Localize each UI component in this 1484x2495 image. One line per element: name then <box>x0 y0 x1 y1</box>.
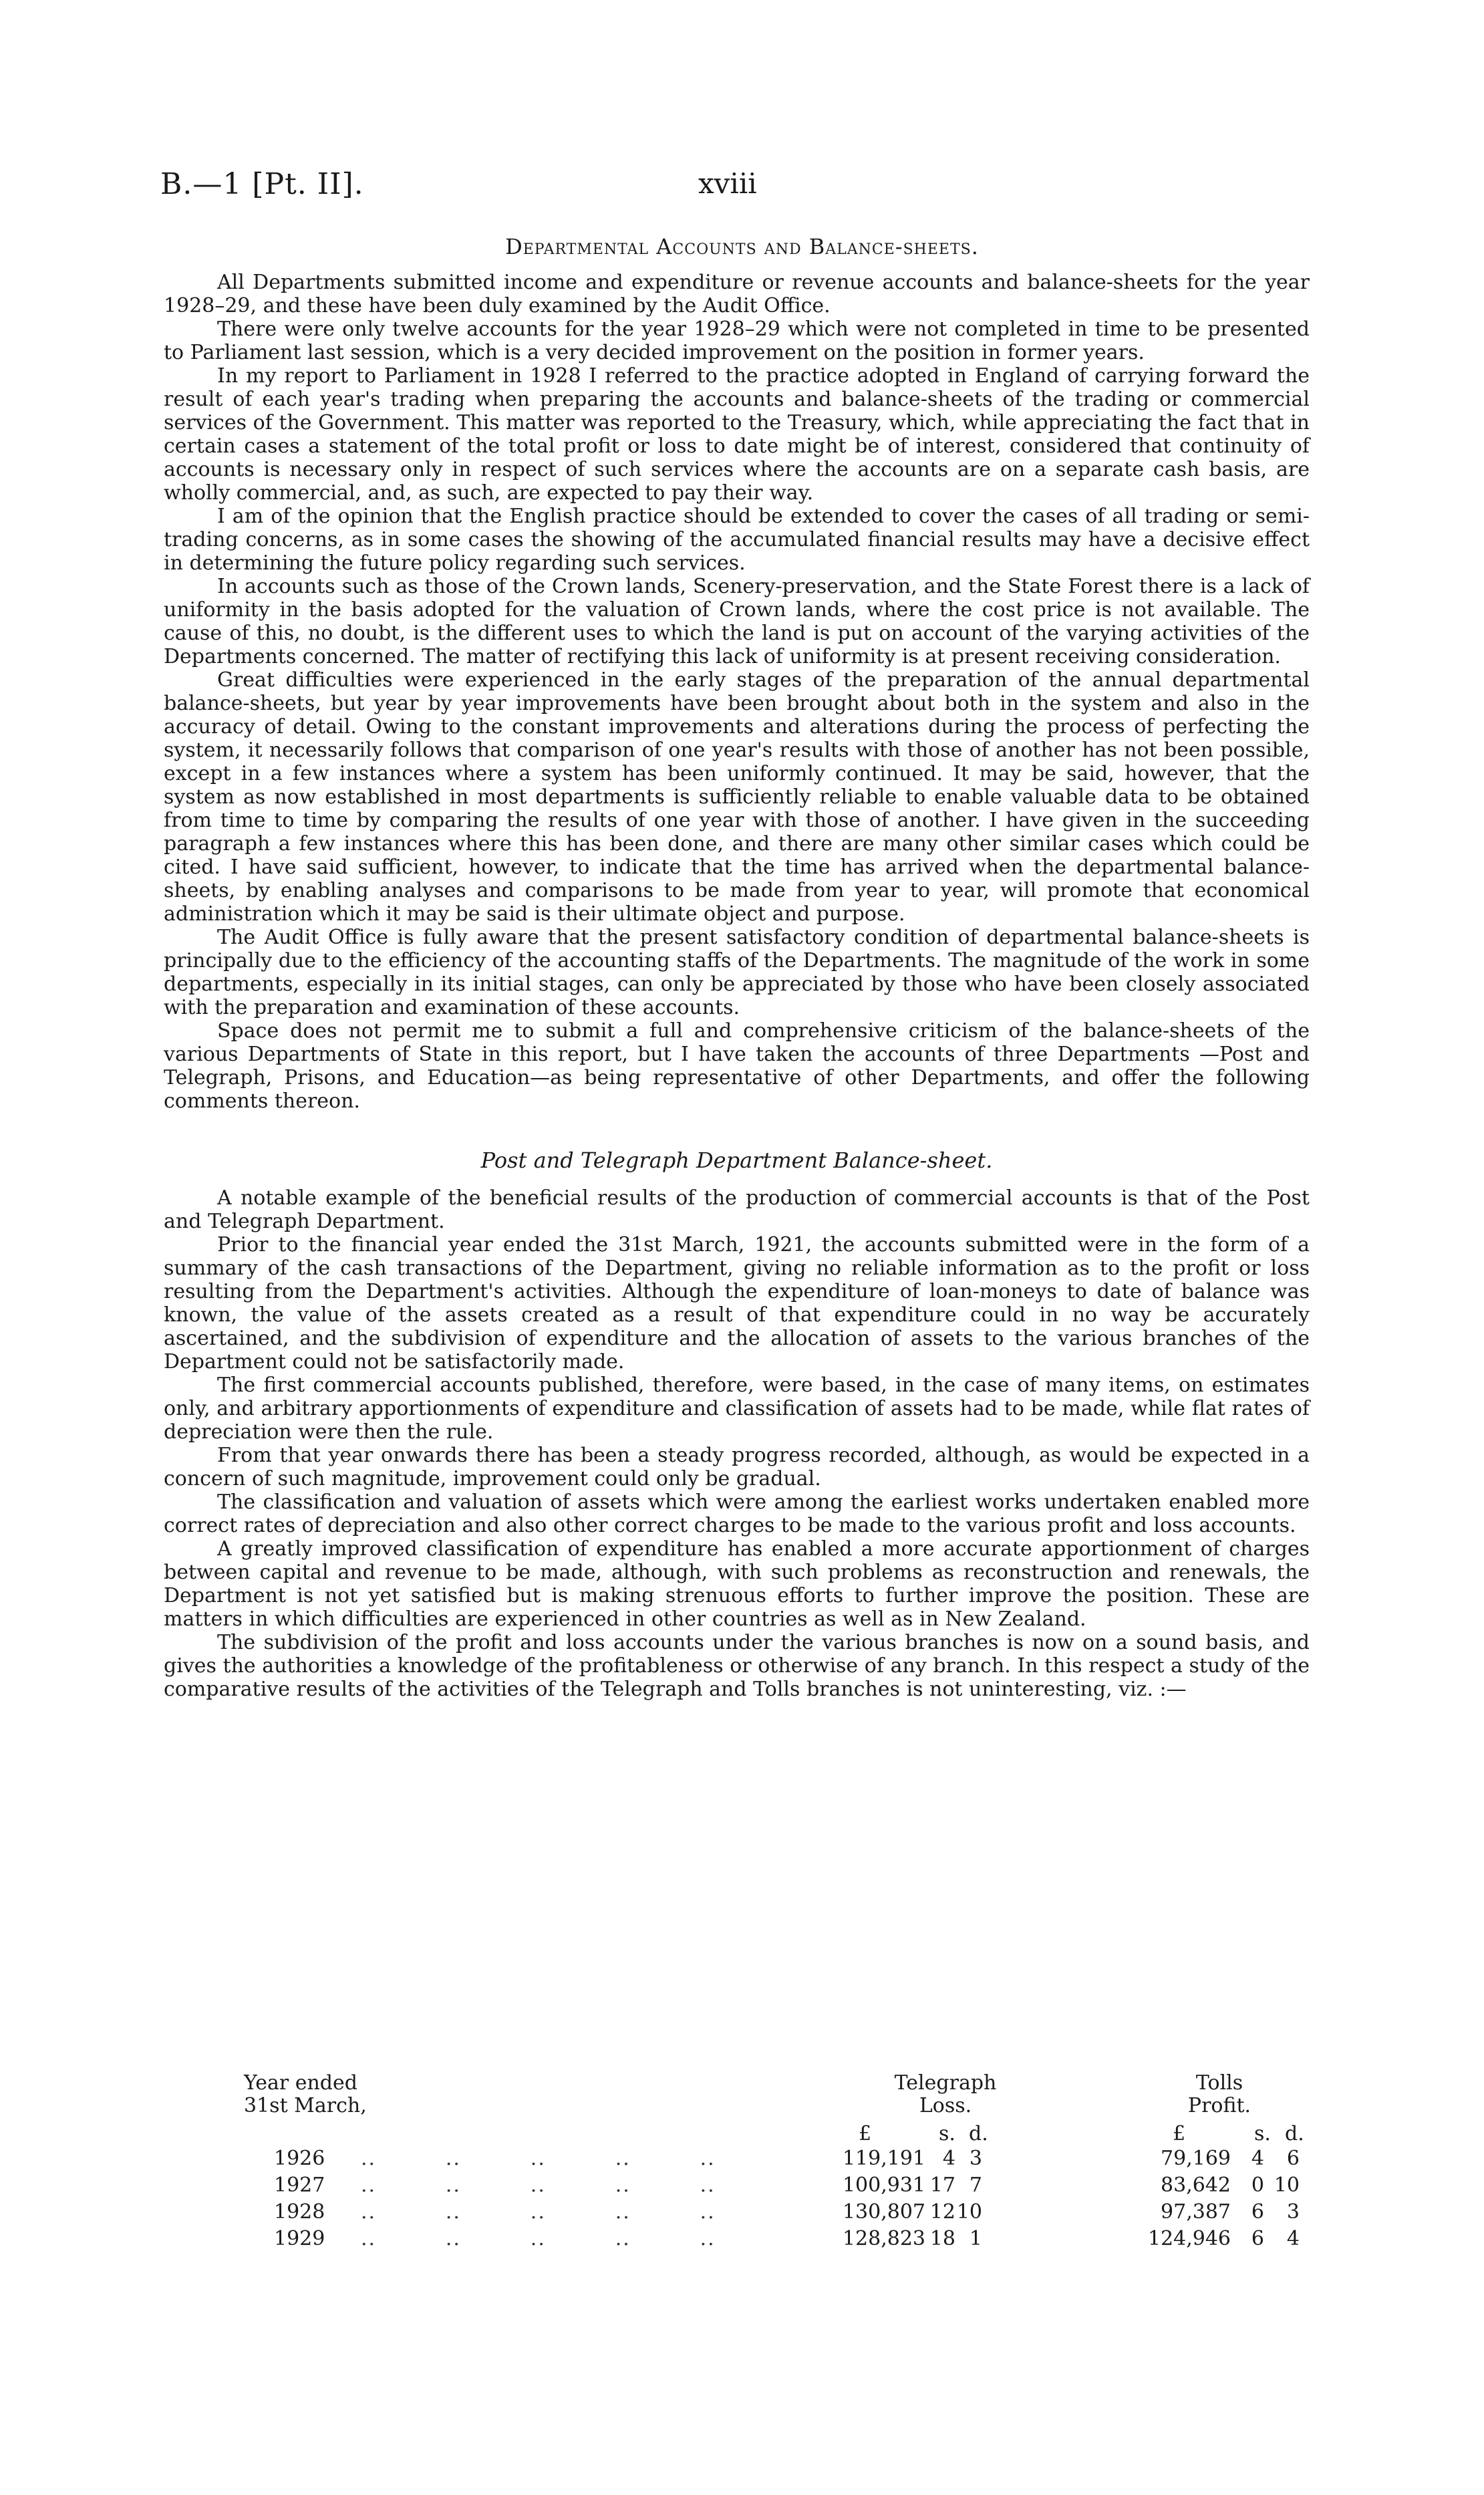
paragraph: Great difficulties were experienced in the early stages of the preparation of the annual departmental balance-sheets, but year by year improvements have been brought about both in the system and also in the accuracy of detail. Owing to the constant improvements and alterations during the process of perfecting the system, it necessarily follows that comparison of one year's results with those of another has not been possible, except in a few instances where a system has been uniformly continued. It may be said, however, that the system as now established in most departments is sufficiently reliable to enable valuable data to be obtained from time to time by comparing the results of one year with those of another. I have given in the succeeding paragraph a few instances where this has been done, and there are many other similar cases which could be cited. I have said sufficient, however, to indicate that the time has arrived when the departmental balance-sheets, by enabling analyses and comparisons to be made from year to year, will promote that economical administration which it may be said is their ultimate object and purpose. <box>164 668 1310 926</box>
telegraph-column-header <box>845 2072 1046 2117</box>
paragraph: All Departments submitted income and expenditure or revenue accounts and balance-sheets for the year 1928–29, and these have been duly examined by the Audit Office. <box>164 271 1310 317</box>
paragraph: I am of the opinion that the English practice should be extended to cover the cases of all trading or semi-trading concerns, as in some cases the showing of the accumulated financial results may have a decisive effect in determining the future policy regarding such services. <box>164 505 1310 575</box>
document-reference: B.—1 [Pt. II]. <box>160 167 364 201</box>
paragraph: Prior to the financial year ended the 31st March, 1921, the accounts submitted were in the form of a summary of the cash transactions of the Department, giving no reliable information as to the profit or loss resulting from the Department's activities. Although the expenditure of loan-moneys to date of balance was known, the value of the assets created as a result of that expenditure could in no way be accurately ascertained, and the subdivision of expenditure and the allocation of assets to the various branches of the Department could not be satisfactorily made. <box>164 1233 1310 1373</box>
tel-shillings-cell: 12 <box>929 2200 955 2224</box>
tel-pounds-cell: 100,931 <box>842 2174 925 2197</box>
tolls-shillings-cell: 6 <box>1251 2200 1264 2224</box>
year-column-header <box>244 2072 367 2117</box>
subsection-heading: Post and Telegraph Department Balance-sheet. <box>480 1148 993 1173</box>
tel-pence-header: d. <box>969 2122 988 2145</box>
tolls-shillings-cell: 4 <box>1251 2147 1264 2170</box>
tolls-pounds-cell: 79,169 <box>1161 2147 1231 2170</box>
year-header-line-2: 31st March, <box>244 2094 367 2117</box>
leader-dots: .. .. .. .. .. <box>361 2200 716 2224</box>
tel-pounds-cell: 128,823 <box>842 2227 925 2250</box>
tel-pence-cell: 10 <box>956 2200 982 2224</box>
leader-dots: .. .. .. .. .. <box>361 2227 716 2250</box>
results-table <box>164 2072 1310 2286</box>
year-cell: 1929 <box>274 2227 325 2250</box>
tel-pence-cell: 3 <box>969 2147 982 2170</box>
table-row <box>164 2174 1310 2200</box>
year-cell: 1928 <box>274 2200 325 2224</box>
paragraph: The classification and valuation of assets which were among the earliest works undertaken enabled more correct rates of depreciation and also other correct charges to be made to the various profit and loss accounts. <box>164 1490 1310 1537</box>
paragraph: There were only twelve accounts for the year 1928–29 which were not completed in time to be presented to Parliament last session, which is a very decided improvement on the position in former years. <box>164 317 1310 364</box>
tolls-shillings-cell: 6 <box>1251 2227 1264 2250</box>
tolls-pence-header: d. <box>1285 2122 1304 2145</box>
tel-pounds-cell: 130,807 <box>842 2200 925 2224</box>
tel-shilling-header: s. <box>939 2122 955 2145</box>
telegraph-header-line-2: Loss. <box>919 2094 972 2117</box>
paragraph: In accounts such as those of the Crown lands, Scenery-preservation, and the State Forest there is a lack of uniformity in the basis adopted for the valuation of Crown lands, where the cost price is not available. The cause of this, no doubt, is the different uses to which the land is put on account of the varying activities of the Departments concerned. The matter of rectifying this lack of uniformity is at present receiving consideration. <box>164 575 1310 668</box>
tolls-pence-cell: 4 <box>1286 2227 1300 2250</box>
tel-shillings-cell: 4 <box>942 2147 955 2170</box>
tolls-pound-header: £ <box>1173 2122 1186 2145</box>
table-row <box>164 2227 1310 2254</box>
tel-pence-cell: 7 <box>969 2174 982 2197</box>
tolls-shilling-header: s. <box>1254 2122 1271 2145</box>
tolls-pounds-cell: 97,387 <box>1161 2200 1231 2224</box>
tolls-pence-cell: 3 <box>1286 2200 1300 2224</box>
tolls-header-line-2: Profit. <box>1187 2094 1251 2117</box>
paragraph: The subdivision of the profit and loss accounts under the various branches is now on a sound basis, and gives the authorities a knowledge of the profitableness or otherwise of any branch. In this respect a study of the comparative results of the activities of the Telegraph and Tolls branches is not uninteresting, viz. :— <box>164 1631 1310 1701</box>
tolls-shillings-cell: 0 <box>1251 2174 1264 2197</box>
tel-pounds-cell: 119,191 <box>842 2147 925 2170</box>
year-cell: 1927 <box>274 2174 325 2197</box>
tolls-header-line-1: Tolls <box>1195 2071 1243 2095</box>
paragraph: The Audit Office is fully aware that the present satisfactory condition of departmental balance-sheets is principally due to the efficiency of the accounting staffs of the Departments. The magnitude of the work in some departments, especially in its initial stages, can only be appreciated by those who have been closely associated with the preparation and examination of these accounts. <box>164 926 1310 1019</box>
section-title: Departmental Accounts and Balance-sheets. <box>505 234 979 259</box>
telegraph-header-line-1: Telegraph <box>894 2071 997 2095</box>
year-header-line-1: Year ended <box>244 2071 357 2095</box>
body-text <box>164 271 1310 1701</box>
table-row <box>164 2200 1310 2227</box>
table-row <box>164 2147 1310 2174</box>
leader-dots: .. .. .. .. .. <box>361 2147 716 2170</box>
paragraph: Space does not permit me to submit a full and comprehensive criticism of the balance-sheets of the various Departments of State in this report, but I have taken the accounts of three Departments —Post and Telegraph, Prisons, and Education—as being representative of other Departments, and offer the following comments thereon. <box>164 1019 1310 1113</box>
paragraph: A notable example of the beneficial results of the production of commercial accounts is that of the Post and Telegraph Department. <box>164 1186 1310 1233</box>
paragraph: In my report to Parliament in 1928 I referred to the practice adopted in England of carrying forward the result of each year's trading when preparing the accounts and balance-sheets of the trading or commercial services of the Government. This matter was reported to the Treasury, which, while appreciating the fact that in certain cases a statement of the total profit or loss to date might be of interest, considered that continuity of accounts is necessary only in respect of such services where the accounts are on a separate cash basis, are wholly commercial, and, as such, are expected to pay their way. <box>164 364 1310 505</box>
tolls-pounds-cell: 83,642 <box>1161 2174 1231 2197</box>
tolls-pence-cell: 10 <box>1274 2174 1300 2197</box>
paragraph: The first commercial accounts published, therefore, were based, in the case of many items, on estimates only, and arbitrary apportionments of expenditure and classification of assets had to be made, while flat rates of depreciation were then the rule. <box>164 1373 1310 1444</box>
page-number: xviii <box>698 167 757 200</box>
leader-dots: .. .. .. .. .. <box>361 2174 716 2197</box>
tel-pound-header: £ <box>859 2122 872 2145</box>
tel-shillings-cell: 18 <box>929 2227 955 2250</box>
year-cell: 1926 <box>274 2147 325 2170</box>
tel-pence-cell: 1 <box>969 2227 982 2250</box>
paragraph: A greatly improved classification of expenditure has enabled a more accurate apportionment of charges between capital and revenue to be made, although, with such problems as reconstruction and renewals, the Department is not yet satisfied but is making strenuous efforts to further improve the position. These are matters in which difficulties are experienced in other countries as well as in New Zealand. <box>164 1537 1310 1631</box>
tolls-pence-cell: 6 <box>1286 2147 1300 2170</box>
tolls-pounds-cell: 124,946 <box>1147 2227 1231 2250</box>
tel-shillings-cell: 17 <box>929 2174 955 2197</box>
tolls-column-header <box>1153 2072 1286 2117</box>
paragraph: From that year onwards there has been a steady progress recorded, although, as would be expected in a concern of such magnitude, improvement could only be gradual. <box>164 1444 1310 1490</box>
